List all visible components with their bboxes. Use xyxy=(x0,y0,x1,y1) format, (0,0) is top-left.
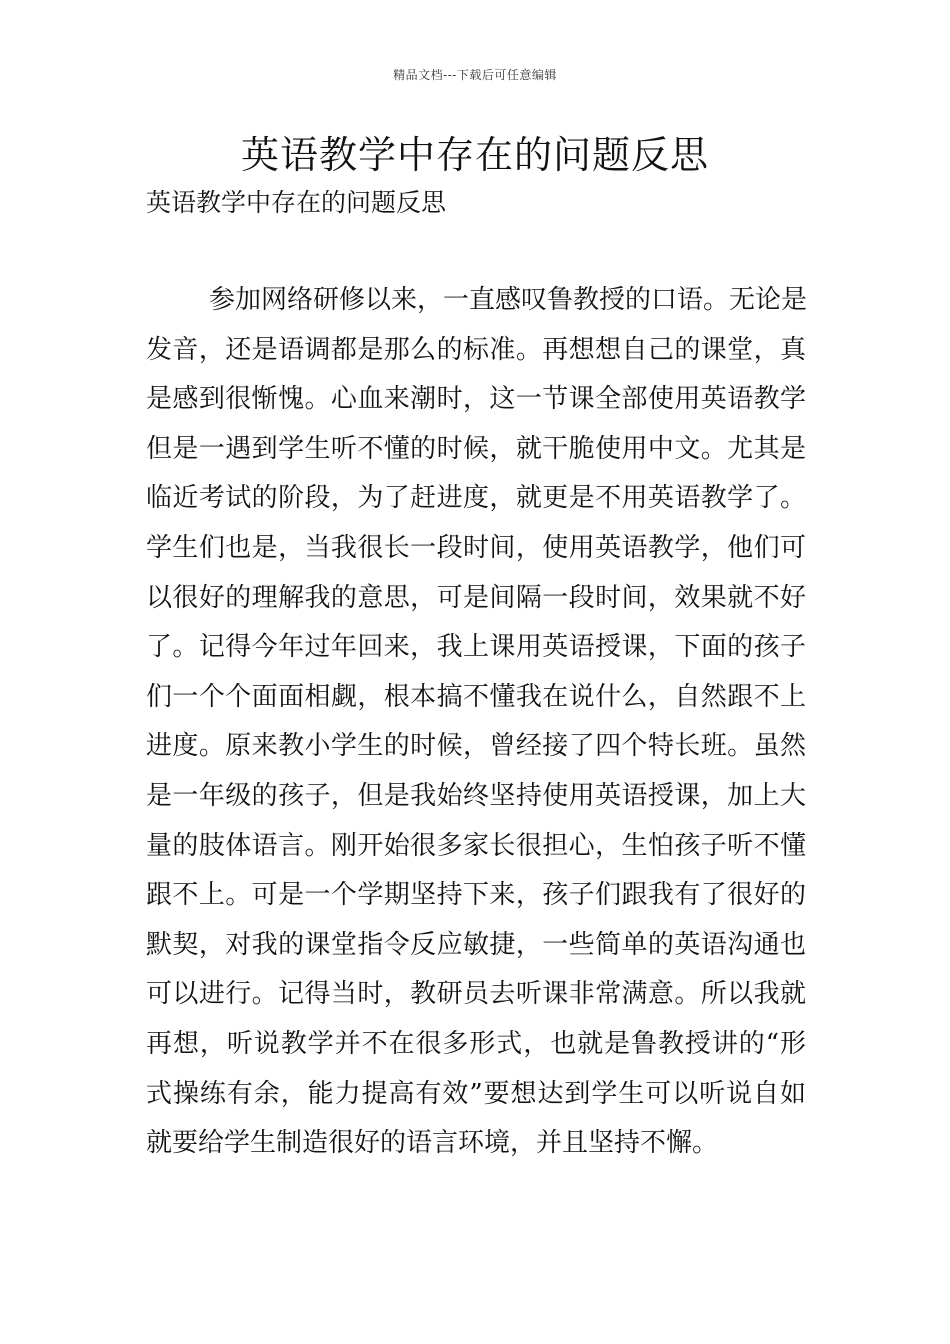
body-line: 默契，对我的课堂指令反应敏捷，一些简单的英语沟通也 xyxy=(146,929,806,960)
header-note: 精品文档---下载后可任意编辑 xyxy=(393,68,557,82)
body-line: 临近考试的阶段，为了赶进度，就更是不用英语教学了。 xyxy=(146,483,806,514)
body-line: 跟不上。可是一个学期坚持下来，孩子们跟我有了很好的 xyxy=(146,880,806,911)
body-line: 可以进行。记得当时，教研员去听课非常满意。所以我就 xyxy=(146,979,806,1010)
body-line: 再想，听说教学并不在很多形式，也就是鲁教授讲的“形 xyxy=(146,1028,806,1059)
body-line: 学生们也是，当我很长一段时间，使用英语教学，他们可 xyxy=(146,532,806,563)
body-line: 发音，还是语调都是那么的标准。再想想自己的课堂，真 xyxy=(146,334,806,365)
document-subtitle: 英语教学中存在的问题反思 xyxy=(146,188,447,217)
body-line: 是感到很惭愧。心血来潮时，这一节课全部使用英语教学 xyxy=(146,384,806,415)
document-title: 英语教学中存在的问题反思 xyxy=(240,133,709,177)
body-line: 以很好的理解我的意思，可是间隔一段时间，效果就不好 xyxy=(146,582,806,613)
body-line: 参加网络研修以来，一直感叹鲁教授的口语。无论是 xyxy=(209,285,808,315)
body-line: 们一个个面面相觑，根本搞不懂我在说什么，自然跟不上 xyxy=(146,681,806,712)
body-line: 了。记得今年过年回来，我上课用英语授课，下面的孩子 xyxy=(146,632,806,663)
body-paragraph xyxy=(146,280,806,1173)
body-line: 是一年级的孩子，但是我始终坚持使用英语授课，加上大 xyxy=(146,780,806,811)
body-line: 量的肢体语言。刚开始很多家长很担心，生怕孩子听不懂 xyxy=(146,830,806,861)
body-line: 式操练有余，能力提高有效”要想达到学生可以听说自如 xyxy=(146,1078,806,1109)
body-line: 就要给学生制造很好的语言环境，并且坚持不懈。 xyxy=(146,1128,719,1159)
body-line: 但是一遇到学生听不懂的时候，就干脆使用中文。尤其是 xyxy=(146,433,806,464)
body-line: 进度。原来教小学生的时候，曾经接了四个特长班。虽然 xyxy=(146,731,806,762)
